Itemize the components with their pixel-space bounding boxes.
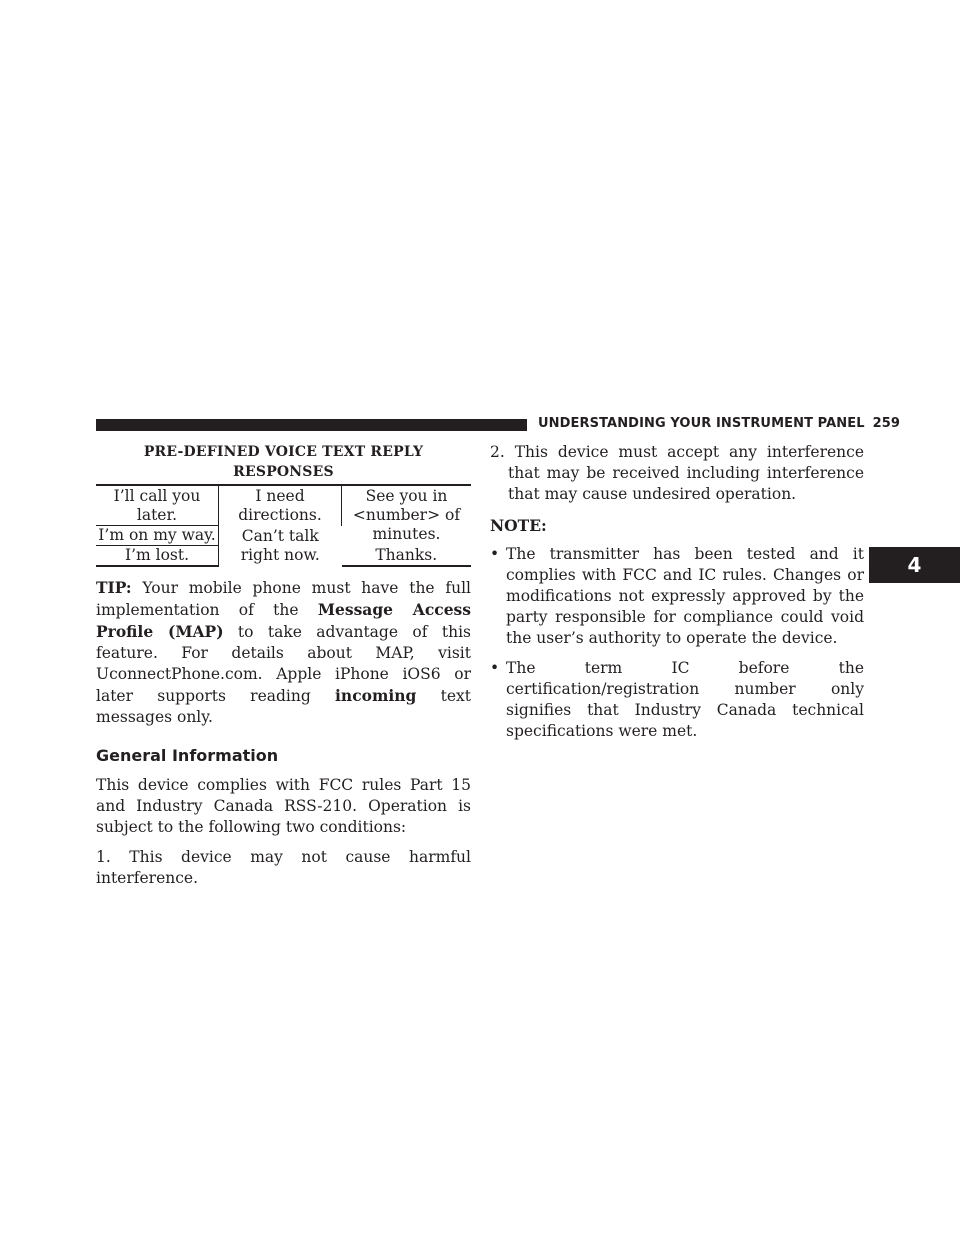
- condition-item-2: 2. This device must accept any interference that may be received including interference that may cause undesired operation.: [490, 443, 864, 503]
- bullet-text: The transmitter has been tested and it complies with FCC and IC rules. Changes or modifications not expressly approved by the party responsible for compliance could void the user’s authority to operate the device.: [506, 545, 864, 647]
- tip-text: text messages only.: [96, 687, 471, 726]
- left-column: [96, 442, 471, 889]
- table-cell: I need directions.: [219, 485, 342, 526]
- table-cell: Thanks.: [342, 546, 472, 567]
- tip-bold-incoming: incoming: [335, 686, 417, 705]
- header-rule: [96, 419, 527, 431]
- list-item: [490, 544, 864, 649]
- section-title: UNDERSTANDING YOUR INSTRUMENT PANEL: [538, 416, 865, 431]
- table-title: PRE-DEFINED VOICE TEXT REPLY RESPONSES: [143, 444, 424, 480]
- tip-text: Your mobile phone must have the full implementation of the: [96, 579, 471, 619]
- bullet-text: The term IC before the certification/registration number only signifies that Industry Canada technical specifications were met.: [506, 659, 864, 740]
- chapter-tab: 4: [869, 547, 960, 583]
- right-column: [490, 442, 864, 751]
- tip-text: to take advantage of this feature. For details about MAP, visit UconnectPhone.com. Apple iPhone iOS6 or later supports reading: [96, 623, 471, 705]
- bullet-icon: •: [490, 659, 500, 677]
- reply-responses-table: [96, 484, 471, 567]
- page-number: 259: [872, 416, 901, 431]
- list-item: [490, 658, 864, 742]
- table-cell: See you in <number> of minutes.: [342, 485, 472, 546]
- table-cell: Can’t talk right now.: [240, 526, 320, 564]
- table-cell: I’m on my way.: [96, 526, 219, 546]
- running-header: [538, 416, 900, 431]
- table-cell: I’ll call you later.: [96, 485, 219, 526]
- tip-paragraph: [96, 577, 471, 728]
- section-heading: General Information: [96, 746, 279, 765]
- intro-paragraph: This device complies with FCC rules Part 15 and Industry Canada RSS-210. Operation is subject to the following two conditions:: [96, 776, 471, 836]
- tip-bold-map: Message Access Profile (MAP): [96, 600, 472, 641]
- table-cell: I’m lost.: [96, 546, 219, 567]
- bullet-icon: •: [490, 545, 500, 563]
- note-label: NOTE:: [490, 516, 547, 535]
- condition-item-1: 1. This device may not cause harmful interference.: [96, 848, 471, 887]
- tip-label: TIP:: [96, 578, 132, 597]
